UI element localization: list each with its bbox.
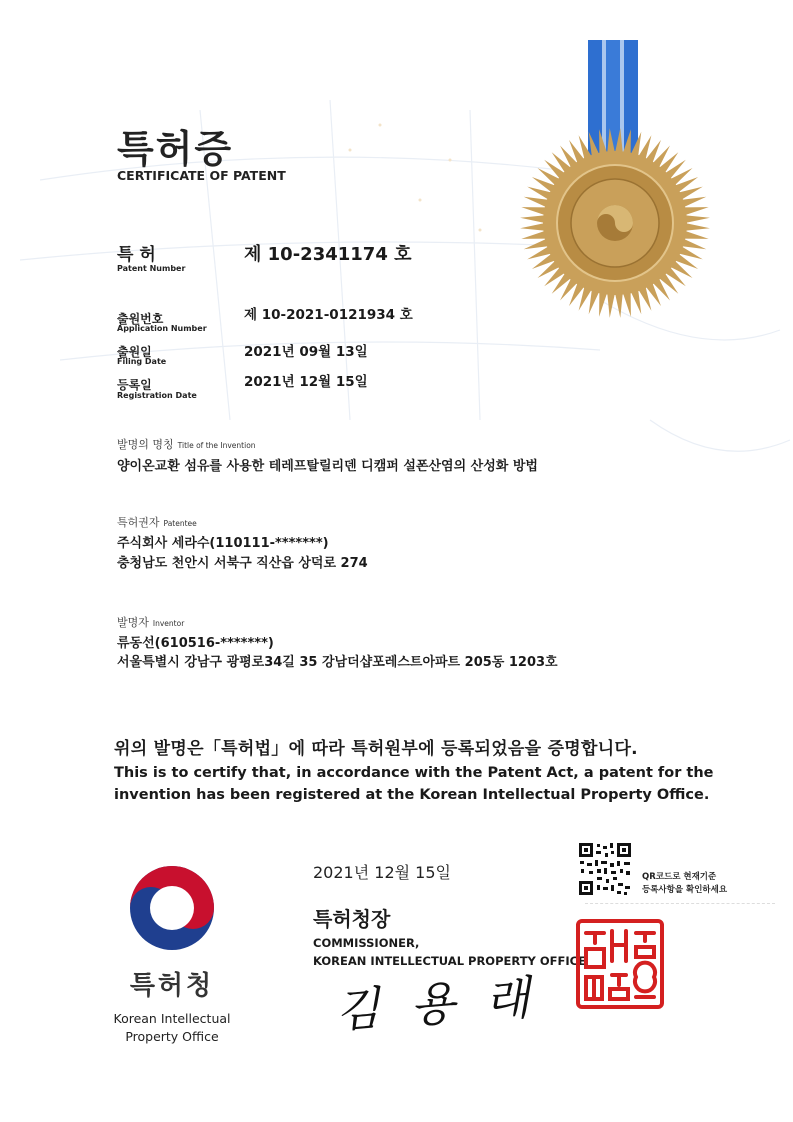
commissioner-title-en-line2: KOREAN INTELLECTUAL PROPERTY OFFICE [313, 954, 586, 968]
certification-text-kr: 위의 발명은「특허법」에 따라 특허원부에 등록되었음을 증명합니다. [114, 739, 638, 759]
divider [585, 903, 775, 904]
invention-label-en: Title of the Invention [177, 441, 256, 450]
inventor-label-en: Inventor [152, 619, 185, 628]
office-name-en-line2: Property Office [125, 1029, 219, 1044]
office-name-en-line1: Korean Intellectual [113, 1011, 231, 1026]
application-number-label-en: Application Number [117, 324, 207, 333]
patentee-label [117, 514, 197, 530]
commissioner-title-kr: 특허청장 [313, 907, 391, 931]
commissioner-signature: 김 용 래 [333, 969, 540, 1038]
inventor-address: 서울특별시 강남구 광평로34길 35 강남더샵포레스트아파트 205동 1203호 [117, 655, 558, 670]
inventor-label [117, 614, 184, 630]
inventor-label-kr: 발명자 [117, 616, 149, 629]
certificate-title-kr: 특허증 [117, 127, 234, 171]
registration-date-value: 2021년 12월 15일 [244, 374, 368, 390]
certification-text-en-line1: This is to certify that, in accordance with the Patent Act, a patent for the [114, 765, 714, 781]
filing-date-label-kr: 출원일 [117, 345, 152, 359]
invention-title: 양이온교환 섬유를 사용한 테레프탈릴리덴 디캠퍼 설폰산염의 산성화 방법 [117, 459, 538, 474]
application-number-label-kr: 출원번호 [117, 312, 164, 326]
invention-label [117, 436, 256, 452]
invention-label-kr: 발명의 명칭 [117, 438, 174, 451]
certificate-title-en: CERTIFICATE OF PATENT [117, 168, 286, 183]
registration-date-label-en: Registration Date [117, 391, 197, 400]
qr-note [642, 871, 727, 897]
patentee-name: 주식회사 세라수(110111-*******) [117, 536, 329, 551]
qr-code-icon [577, 841, 633, 897]
patentee-address: 충청남도 천안시 서북구 직산읍 상덕로 274 [117, 556, 368, 571]
certification-text-en-line2: invention has been registered at the Korean Intellectual Property Office. [114, 787, 710, 803]
commissioner-title-en-line1: COMMISSIONER, [313, 936, 420, 950]
patent-number-label-kr: 특 허 [117, 245, 156, 265]
official-red-stamp [576, 919, 664, 1009]
patent-number-label-en: Patent Number [117, 264, 186, 273]
qr-note-line2: 등록사항을 확인하세요 [642, 885, 728, 895]
gold-medal-seal [518, 35, 718, 320]
registration-date-label-kr: 등록일 [117, 378, 152, 392]
application-number-value: 제 10-2021-0121934 호 [244, 307, 413, 323]
patent-number-value: 제 10-2341174 호 [244, 244, 412, 265]
inventor-name: 류동선(610516-*******) [117, 636, 274, 651]
filing-date-value: 2021년 09월 13일 [244, 344, 368, 360]
kipo-logo-icon [128, 864, 216, 952]
patentee-label-kr: 특허권자 [117, 516, 160, 529]
patentee-label-en: Patentee [163, 519, 197, 528]
filing-date-label-en: Filing Date [117, 357, 167, 366]
qr-note-line1: QR코드로 현재기준 [642, 872, 717, 882]
office-name-kr: 특허청 [129, 971, 215, 1001]
issue-date: 2021년 12월 15일 [313, 863, 451, 882]
office-name-en [90, 1010, 254, 1046]
